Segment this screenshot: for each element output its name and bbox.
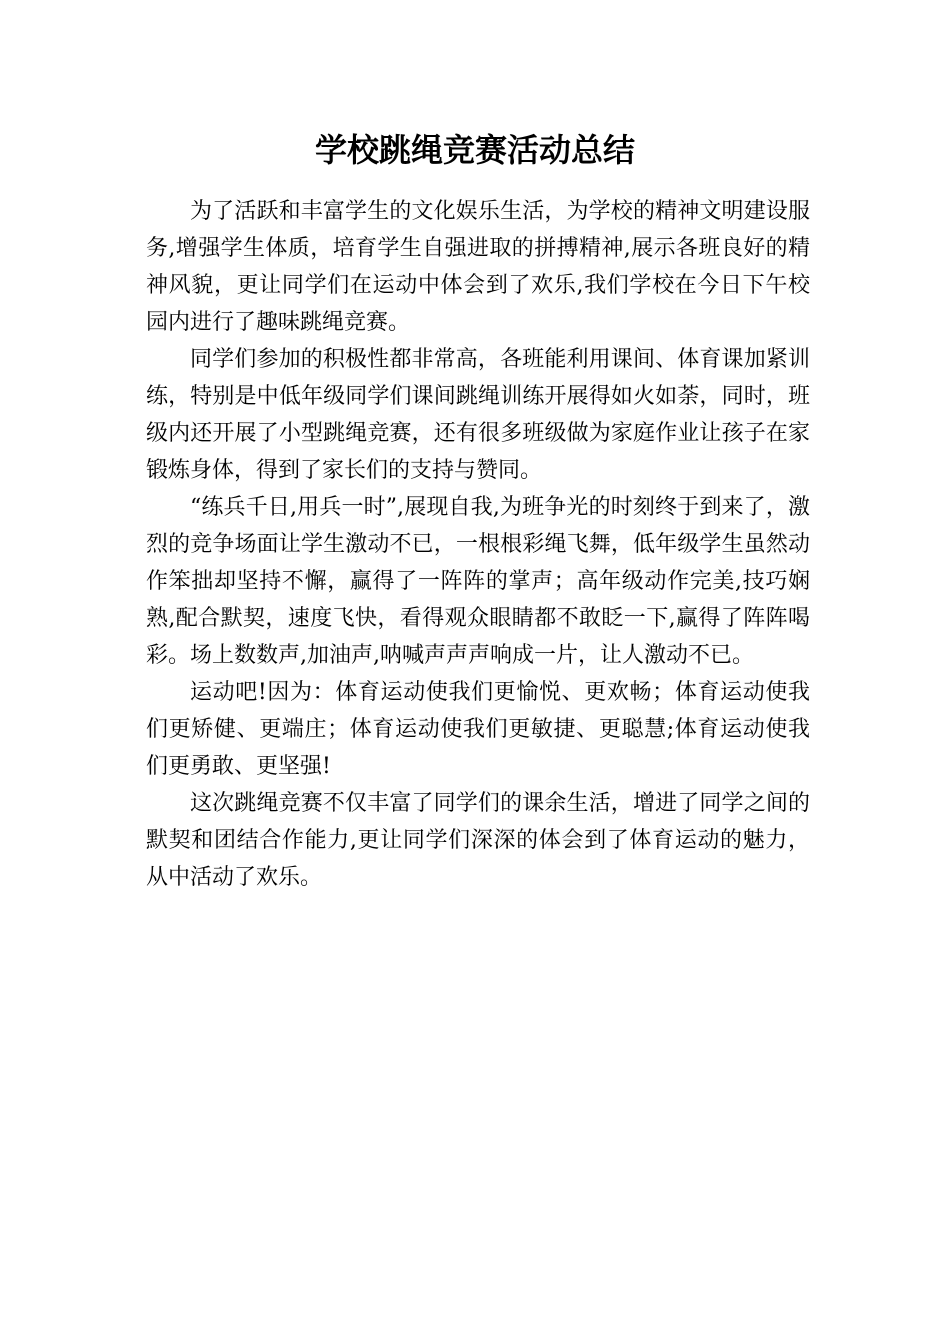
document-title: 学校跳绳竞赛活动总结 bbox=[314, 131, 635, 169]
paragraph-4: 运动吧!因为：体育运动使我们更愉悦、更欢畅；体育运动使我们更矫健、更端庄；体育运动使我们更敏捷、更聪慧;体育运动使我们更勇敢、更坚强! bbox=[146, 680, 810, 779]
paragraph-2: 同学们参加的积极性都非常高，各班能利用课间、体育课加紧训练，特别是中低年级同学们课间跳绳训练开展得如火如荼，同时，班级内还开展了小型跳绳竞赛，还有很多班级做为家庭作业让孩子在家锻炼身体，得到了家长们的支持与赞同。 bbox=[146, 347, 810, 483]
document-body bbox=[146, 193, 810, 896]
paragraph-5: 这次跳绳竞赛不仅丰富了同学们的课余生活，增进了同学之间的默契和团结合作能力,更让同学们深深的体会到了体育运动的魅力，从中活动了欢乐。 bbox=[146, 791, 810, 890]
paragraph-1: 为了活跃和丰富学生的文化娱乐生活，为学校的精神文明建设服务,增强学生体质，培育学生自强进取的拼搏精神,展示各班良好的精神风貌，更让同学们在运动中体会到了欢乐,我们学校在今日下午校园内进行了趣味跳绳竞赛。 bbox=[146, 199, 810, 335]
paragraph-3: “练兵千日,用兵一时”,展现自我,为班争光的时刻终于到来了，激烈的竞争场面让学生激动不已，一根根彩绳飞舞，低年级学生虽然动作笨拙却坚持不懈，赢得了一阵阵的掌声；高年级动作完美,技巧娴熟,配合默契，速度飞快，看得观众眼睛都不敢眨一下,赢得了阵阵喝彩。场上数数声,加油声,呐喊声声声响成一片，让人激动不已。 bbox=[146, 495, 810, 668]
